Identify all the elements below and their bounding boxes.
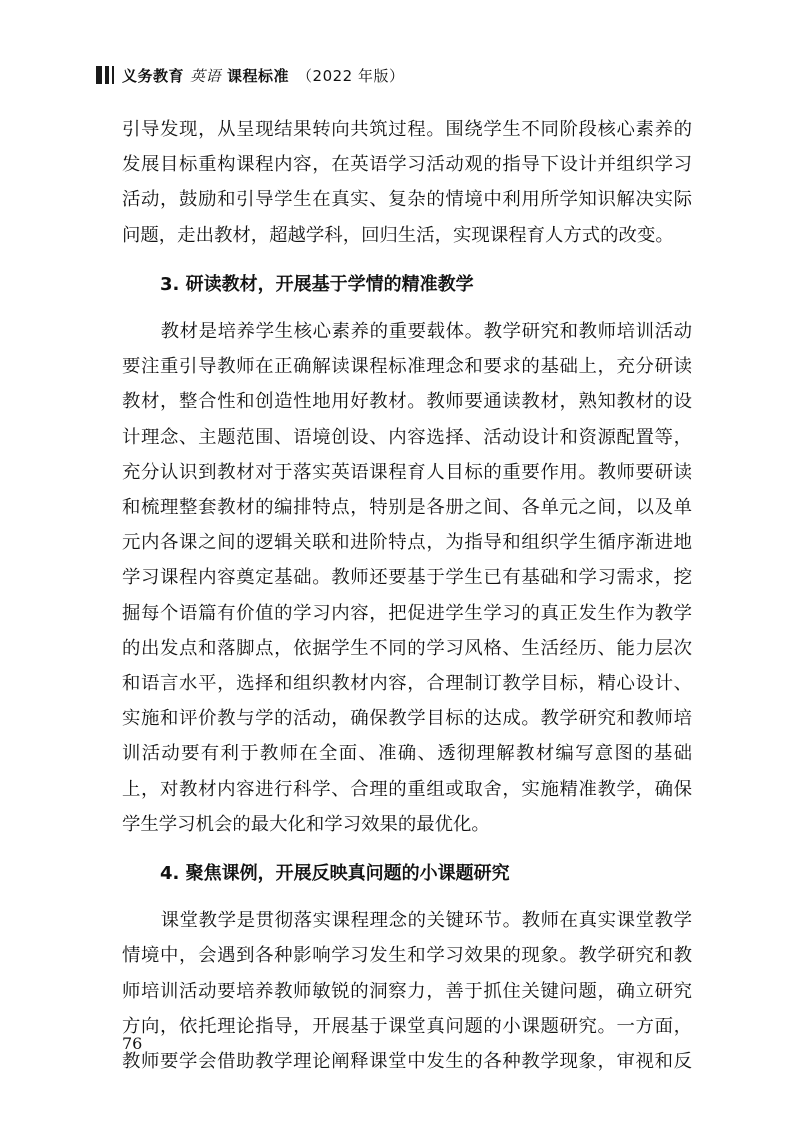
paragraph-1	[122, 112, 692, 253]
page-number: 76	[122, 1034, 143, 1053]
text-line: 课堂教学是贯彻落实课程理念的关键环节。教师在真实课堂教学	[160, 910, 692, 932]
text-line: 活动，鼓励和引导学生在真实、复杂的情境中利用所学知识解决实际	[122, 189, 692, 211]
paragraph-2	[122, 314, 692, 842]
text-line: 充分认识到教材对于落实英语课程育人目标的重要作用。教师要研读	[122, 461, 692, 483]
page-body	[122, 112, 692, 1079]
text-line: 问题，走出教材，超越学科，回归生活，实现课程育人方式的改变。	[122, 224, 674, 246]
running-header	[96, 64, 405, 86]
text-line: 的出发点和落脚点，依据学生不同的学习风格、生活经历、能力层次	[122, 637, 692, 659]
header-part3: 课程标准	[227, 66, 290, 85]
text-line: 学生学习机会的最大化和学习效果的最优化。	[122, 813, 490, 835]
text-line: 上，对教材内容进行科学、合理的重组或取舍，实施精准教学，确保	[122, 778, 692, 800]
header-edition: （2022 年版）	[297, 66, 405, 85]
text-line: 师培训活动要培养教师敏锐的洞察力，善于抓住关键问题，确立研究	[122, 980, 692, 1002]
text-line: 计理念、主题范围、语境创设、内容选择、活动设计和资源配置等，	[122, 426, 692, 448]
header-part2: 英语	[190, 66, 222, 85]
section-4-heading: 4. 聚焦课例，开展反映真问题的小课题研究	[160, 863, 510, 885]
text-line: 教材，整合性和创造性地用好教材。教师要通读教材，熟知教材的设	[122, 391, 692, 413]
text-line: 发展目标重构课程内容，在英语学习活动观的指导下设计并组织学习	[122, 154, 692, 176]
text-line: 教材是培养学生核心素养的重要载体。教学研究和教师培训活动	[160, 321, 692, 343]
text-line: 学习课程内容奠定基础。教师还要基于学生已有基础和学习需求，挖	[122, 567, 692, 589]
header-part1: 义务教育	[122, 66, 185, 85]
text-line: 和语言水平，选择和组织教材内容，合理制订教学目标，精心设计、	[122, 673, 692, 695]
text-line: 和梳理整套教材的编排特点，特别是各册之间、各单元之间，以及单	[122, 497, 692, 519]
text-line: 要注重引导教师在正确解读课程标准理念和要求的基础上，充分研读	[122, 356, 692, 378]
text-line: 方向，依托理论指导，开展基于课堂真问题的小课题研究。一方面，	[122, 1015, 692, 1037]
header-bars-decoration	[96, 66, 114, 84]
text-line: 元内各课之间的逻辑关联和进阶特点，为指导和组织学生循序渐进地	[122, 532, 692, 554]
text-line: 引导发现，从呈现结果转向共筑过程。围绕学生不同阶段核心素养的	[122, 119, 692, 140]
text-line: 教师要学会借助教学理论阐释课堂中发生的各种教学现象，审视和反	[122, 1051, 692, 1073]
section-3-heading: 3. 研读教材，开展基于学情的精准教学	[160, 273, 474, 295]
header-title	[122, 65, 405, 86]
text-line: 训活动要有利于教师在全面、准确、透彻理解教材编写意图的基础	[122, 743, 692, 765]
paragraph-3	[122, 903, 692, 1079]
text-line: 实施和评价教与学的活动，确保教学目标的达成。教学研究和教师培	[122, 708, 692, 730]
text-line: 情境中，会遇到各种影响学习发生和学习效果的现象。教学研究和教	[122, 945, 692, 967]
text-line: 掘每个语篇有价值的学习内容，把促进学生学习的真正发生作为教学	[122, 602, 692, 624]
